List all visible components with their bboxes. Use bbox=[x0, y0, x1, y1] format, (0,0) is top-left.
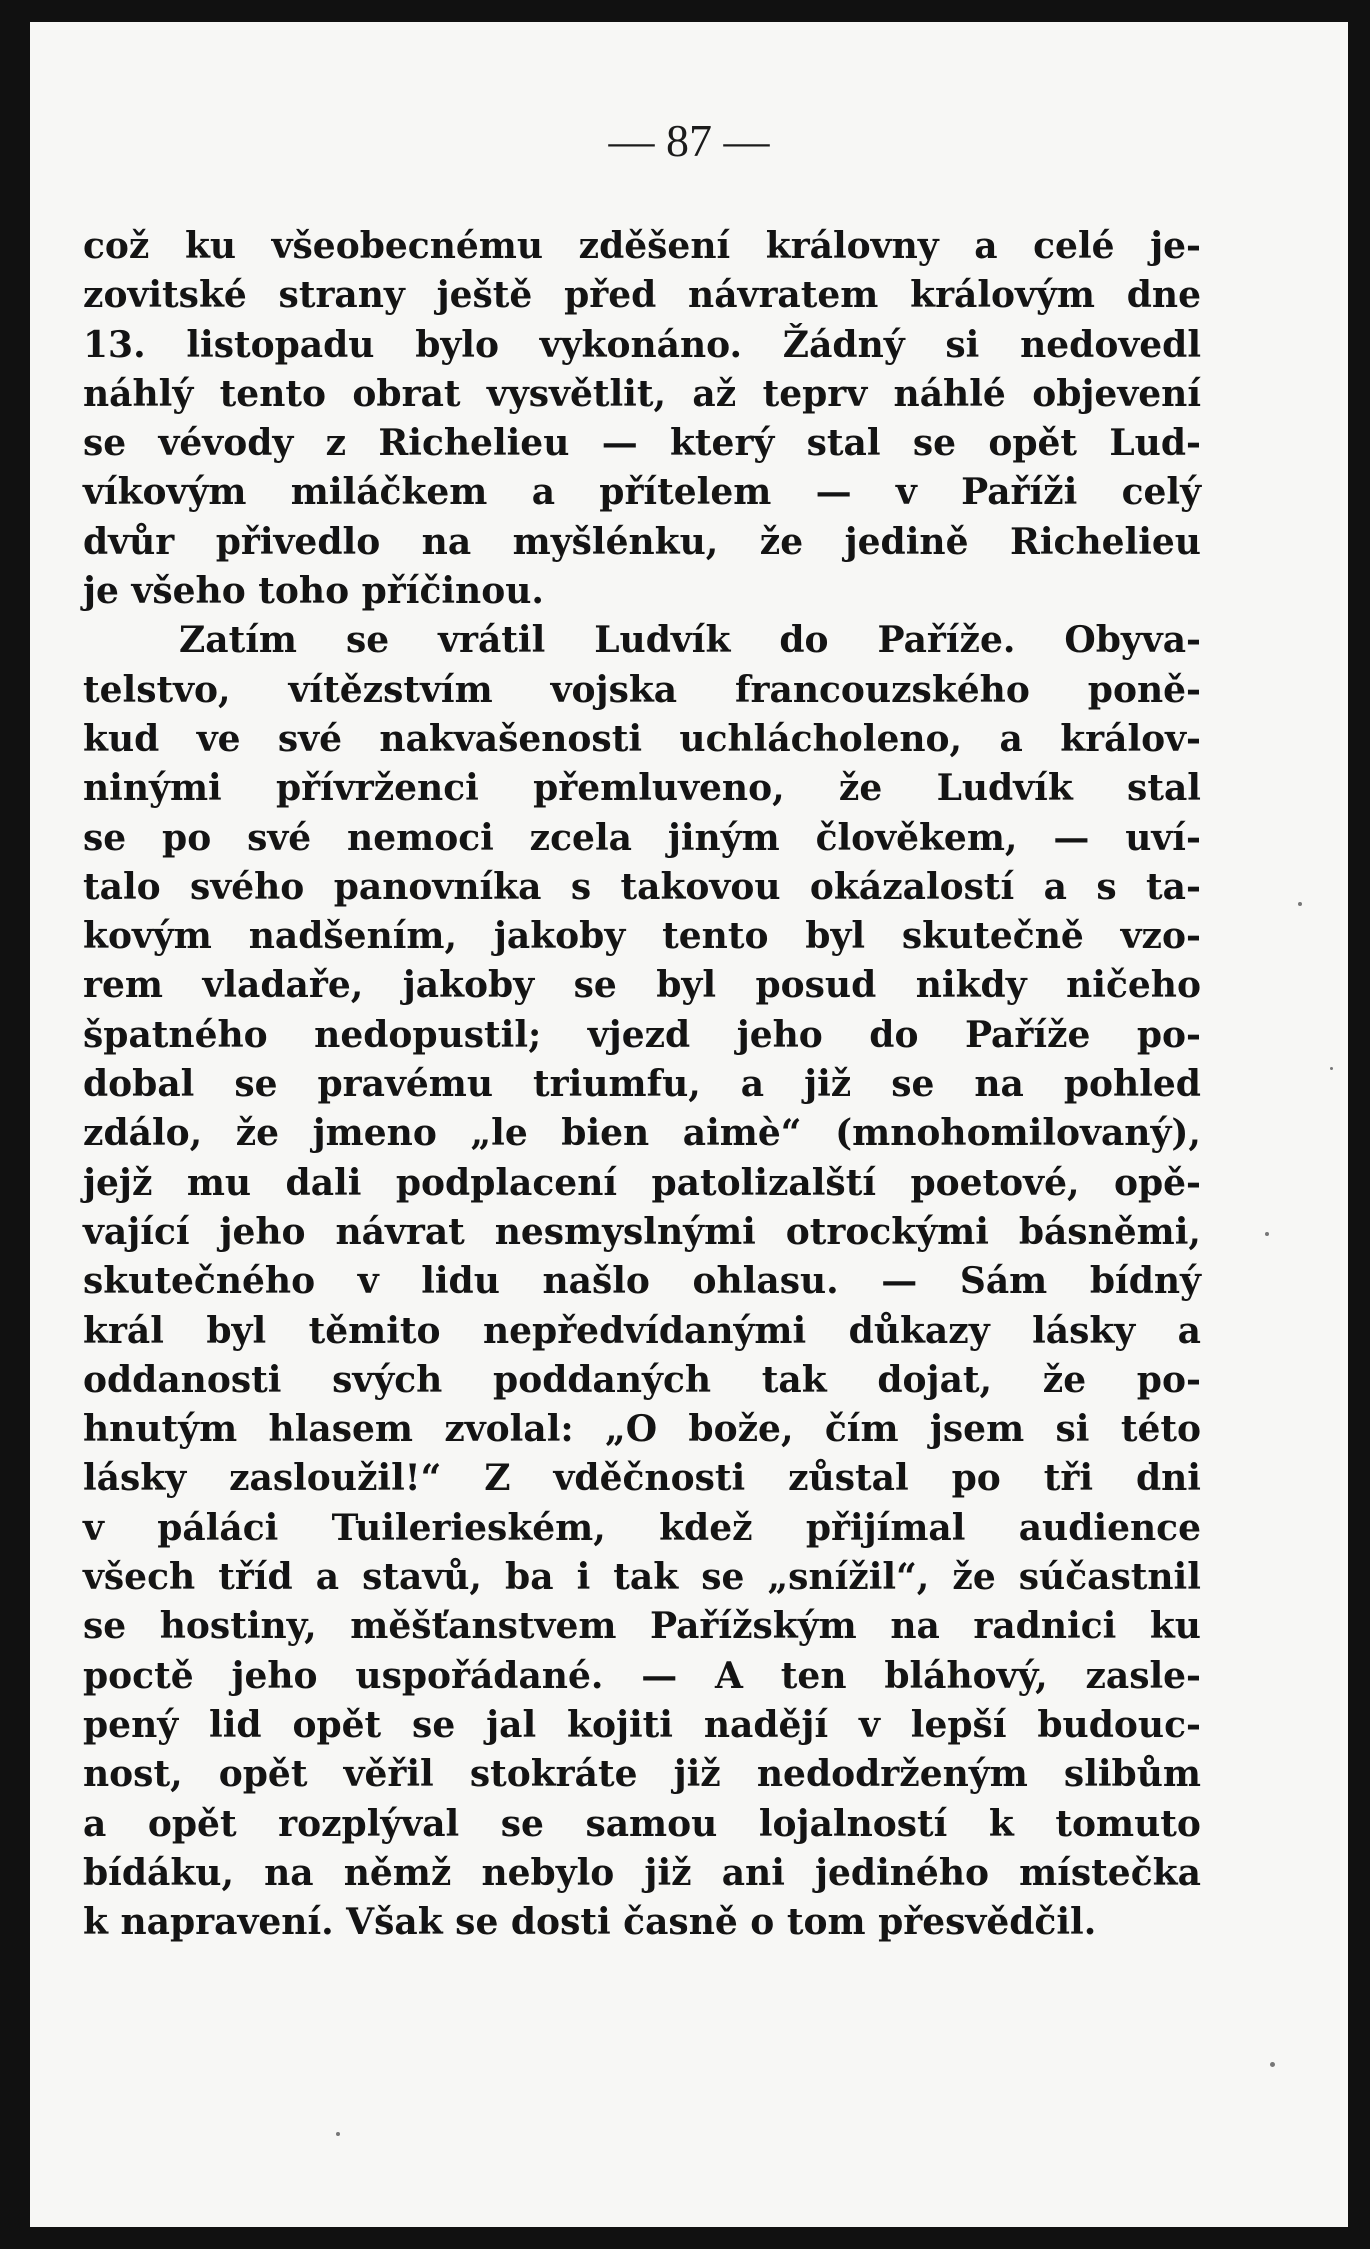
text-line: nost, opět věřil stokráte již nedodrženým slibům bbox=[83, 1753, 1201, 1796]
text-line: oddanosti svých poddaných tak dojat, že po- bbox=[83, 1358, 1201, 1401]
speck bbox=[1298, 902, 1302, 906]
text-line: což ku všeobecnému zděšení královny a celé je- bbox=[83, 225, 1201, 267]
text-line: hnutým hlasem zvolal: „O bože, čím jsem si této bbox=[83, 1408, 1201, 1451]
text-line: jejž mu dali podplacení patolizalští poetové, opě- bbox=[83, 1161, 1201, 1204]
text-line: a opět rozplýval se samou lojalností k tomuto bbox=[83, 1802, 1201, 1845]
text-line: náhlý tento obrat vysvětlit, až teprv náhlé objevení bbox=[83, 372, 1201, 415]
text-line: kud ve své nakvašenosti uchlácholeno, a králov- bbox=[83, 717, 1201, 760]
text-line: bídáku, na němž nebylo již ani jediného místečka bbox=[83, 1851, 1201, 1894]
text-line: skutečného v lidu našlo ohlasu. — Sám bídný bbox=[83, 1260, 1201, 1303]
text-line: dvůr přivedlo na myšlénku, že jedině Richelieu bbox=[83, 520, 1201, 563]
text-line: král byl těmito nepředvídanými důkazy lásky a bbox=[83, 1309, 1201, 1352]
text-line: se po své nemoci zcela jiným člověkem, — uví- bbox=[83, 816, 1201, 859]
text-line: je všeho toho příčinou. bbox=[83, 570, 544, 613]
text-line: zovitské strany ještě před návratem královým dne bbox=[83, 274, 1201, 317]
text-line: v páláci Tuilerieském, kdež přijímal audience bbox=[83, 1506, 1201, 1549]
body-text bbox=[83, 222, 1201, 1947]
text-line: pený lid opět se jal kojiti nadějí v lepší budouc- bbox=[83, 1703, 1201, 1746]
speck bbox=[336, 2132, 340, 2136]
text-line: se hostiny, měšťanstvem Pařížským na radnici ku bbox=[83, 1605, 1201, 1648]
text-line: všech tříd a stavů, ba i tak se „snížil“, že súčastnil bbox=[83, 1556, 1201, 1599]
text-line: vající jeho návrat nesmyslnými otrockými básněmi, bbox=[83, 1210, 1201, 1253]
text-line: se vévody z Richelieu — který stal se opět Lud- bbox=[83, 422, 1201, 465]
text-line: k napravení. Však se dosti časně o tom přesvědčil. bbox=[83, 1901, 1097, 1944]
text-line: lásky zasloužil!“ Z vděčnosti zůstal po tři dni bbox=[83, 1457, 1201, 1500]
text-line: poctě jeho uspořádané. — A ten bláhový, zasle- bbox=[83, 1654, 1201, 1697]
text-line: kovým nadšením, jakoby tento byl skutečně vzo- bbox=[83, 915, 1201, 958]
text-line: telstvo, vítězstvím vojska francouzského poně- bbox=[83, 668, 1201, 711]
text-line: dobal se pravému triumfu, a již se na pohled bbox=[83, 1063, 1201, 1106]
speck bbox=[1265, 1232, 1269, 1236]
text-line: zdálo, že jmeno „le bien aimè“ (mnohomilovaný), bbox=[83, 1112, 1201, 1155]
text-line: špatného nedopustil; vjezd jeho do Paříže po- bbox=[83, 1013, 1201, 1056]
book-page bbox=[30, 22, 1348, 2227]
text-line: talo svého panovníka s takovou okázalostí a s ta- bbox=[83, 865, 1201, 908]
text-line: Zatím se vrátil Ludvík do Paříže. Obyva- bbox=[179, 619, 1201, 662]
text-line: 13. listopadu bylo vykonáno. Žádný si nedovedl bbox=[83, 323, 1201, 366]
speck bbox=[1270, 2062, 1275, 2067]
speck bbox=[1330, 1067, 1333, 1070]
page-number: — 87 — bbox=[608, 115, 770, 166]
text-line: ninými přívrženci přemluveno, že Ludvík stal bbox=[83, 767, 1201, 810]
text-line: víkovým miláčkem a přítelem — v Paříži celý bbox=[83, 471, 1201, 514]
text-line: rem vladaře, jakoby se byl posud nikdy ničeho bbox=[83, 964, 1201, 1007]
